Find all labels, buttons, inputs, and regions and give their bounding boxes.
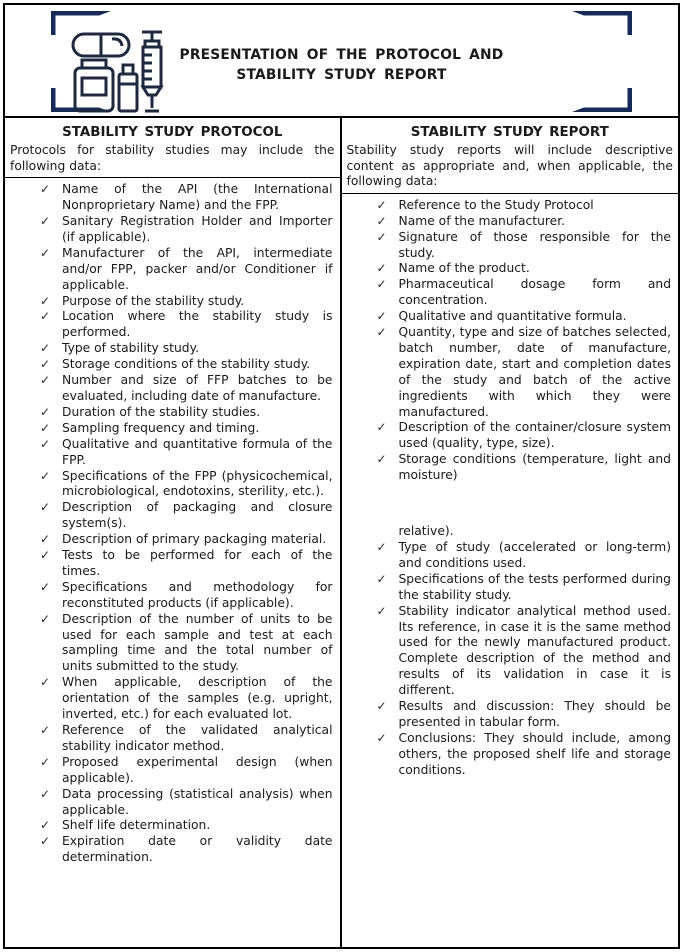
report-list-item <box>342 277 679 309</box>
protocol-list-item <box>5 405 340 421</box>
protocol-list-item <box>5 675 340 723</box>
protocol-list-item <box>5 612 340 676</box>
protocol-title: STABILITY STUDY PROTOCOL <box>62 125 283 140</box>
check-icon: ✓ <box>40 404 51 419</box>
check-icon: ✓ <box>376 277 387 292</box>
list-item-text: Number and size of FFP batches to be evaluated, including date of manufacture. <box>62 373 333 403</box>
protocol-list-item <box>5 787 340 819</box>
protocol-list-item <box>5 723 340 755</box>
protocol-list-item <box>5 469 340 501</box>
check-icon: ✓ <box>376 309 387 324</box>
report-list-item <box>342 524 679 540</box>
protocol-list-item <box>5 357 340 373</box>
report-intro: Stability study reports will include descriptive content as appropriate and, when applicable, the following data: <box>346 143 673 189</box>
list-item-text: Tests to be performed for each of the times. <box>62 548 333 578</box>
list-item-text: Sanitary Registration Holder and Importer (if applicable). <box>62 214 333 244</box>
check-icon: ✓ <box>40 420 51 435</box>
report-list-item <box>342 604 679 699</box>
protocol-list-item <box>5 834 340 866</box>
report-list-item <box>342 699 679 731</box>
check-icon: ✓ <box>376 452 387 467</box>
protocol-intro: Protocols for stability studies may include the following data: <box>10 143 335 173</box>
list-item-text: Stability indicator analytical method used. Its reference, in case it is the same method used for the newly manufactured product. Complete description of the method and results of its validation in case it is different. <box>398 603 671 698</box>
list-item-text: Duration of the stability studies. <box>62 404 261 419</box>
check-icon: ✓ <box>40 293 51 308</box>
protocol-list-item <box>5 818 340 834</box>
check-icon: ✓ <box>40 373 51 388</box>
check-icon: ✓ <box>40 468 51 483</box>
list-item-text: Specifications of the tests performed during the stability study. <box>398 571 671 602</box>
page-title-line2: STABILITY STUDY REPORT <box>236 67 447 83</box>
check-icon: ✓ <box>40 754 51 769</box>
protocol-list-item <box>5 437 340 469</box>
check-icon: ✓ <box>40 341 51 356</box>
list-item-text: Specifications of the FPP (physicochemical, microbiological, endotoxins, sterility, etc.). <box>62 468 333 499</box>
list-item-text: Results and discussion: They should be presented in tabular form. <box>398 699 671 729</box>
list-item-text: Reference of the validated analytical stability indicator method. <box>62 723 333 753</box>
page-title-line1: PRESENTATION OF THE PROTOCOL AND <box>179 47 504 63</box>
list-item-text: When applicable, description of the orientation of the samples (e.g. upright, inverted, etc.) for each evaluated lot. <box>62 675 333 722</box>
protocol-list-item <box>5 309 340 341</box>
list-item-text: Type of stability study. <box>62 341 200 356</box>
protocol-list-item <box>5 214 340 246</box>
list-item-text: Description of the container/closure system used (quality, type, size). <box>398 420 671 451</box>
check-icon: ✓ <box>40 214 51 228</box>
page-title <box>5 45 678 85</box>
protocol-header <box>5 118 340 178</box>
report-list-item <box>342 731 679 779</box>
check-icon: ✓ <box>40 786 51 801</box>
check-icon: ✓ <box>40 675 51 690</box>
report-list-item <box>342 230 679 262</box>
protocol-list-item <box>5 341 340 357</box>
list-item-text: Qualitative and quantitative formula. <box>398 309 627 324</box>
list-item-text: Specifications and methodology for reconstituted products (if applicable). <box>62 579 333 610</box>
protocol-list-item <box>5 548 340 580</box>
check-icon: ✓ <box>40 500 51 515</box>
check-icon: ✓ <box>376 603 387 618</box>
protocol-list-item <box>5 532 340 548</box>
list-item-text: Expiration date or validity date determination. <box>62 834 333 865</box>
report-header <box>342 118 679 194</box>
report-list-item <box>342 572 679 604</box>
list-item-text: Reference to the Study Protocol <box>398 197 594 212</box>
list-item-text: Description of packaging and closure system(s). <box>62 500 333 531</box>
check-icon: ✓ <box>376 261 387 276</box>
list-item-text: Signature of those responsible for the study. <box>398 229 671 260</box>
list-item-text: Storage conditions of the stability study. <box>62 357 311 372</box>
document-frame <box>3 3 680 949</box>
check-icon: ✓ <box>376 571 387 586</box>
check-icon: ✓ <box>40 182 51 197</box>
list-item-text: Storage conditions (temperature, light and moisture) <box>398 452 671 483</box>
check-icon: ✓ <box>40 436 51 451</box>
check-icon: ✓ <box>40 357 51 372</box>
report-list-item <box>342 198 679 214</box>
report-list-item <box>342 540 679 572</box>
list-item-text: Type of study (accelerated or long-term) and conditions used. <box>398 540 671 570</box>
report-list <box>342 194 679 947</box>
protocol-column <box>5 118 342 947</box>
check-icon: ✓ <box>376 229 387 244</box>
frame-corner-top-right-icon <box>570 11 632 35</box>
frame-corner-bottom-right-icon <box>570 88 632 112</box>
check-icon: ✓ <box>376 540 387 554</box>
list-item-text: Conclusions: They should include, among others, the proposed shelf life and storage conditions. <box>398 730 671 777</box>
protocol-list <box>5 178 340 947</box>
list-item-text: Shelf life determination. <box>62 818 211 833</box>
list-item-text: Data processing (statistical analysis) when applicable. <box>62 786 333 817</box>
protocol-list-item <box>5 421 340 437</box>
check-icon: ✓ <box>40 579 51 594</box>
list-item-text: Name of the API (the International Nonproprietary Name) and the FPP. <box>62 182 333 213</box>
protocol-list-item <box>5 294 340 310</box>
list-item-text: Purpose of the stability study. <box>62 293 245 308</box>
check-icon: ✓ <box>376 213 387 228</box>
check-icon: ✓ <box>40 309 51 324</box>
protocol-list-item <box>5 755 340 787</box>
list-item-text: Proposed experimental design (when applicable). <box>62 754 333 785</box>
check-icon: ✓ <box>40 834 51 849</box>
check-icon: ✓ <box>376 730 387 745</box>
list-item-text: Manufacturer of the API, intermediate and/or FPP, packer and/or Conditioner if applicable. <box>62 245 333 292</box>
check-icon: ✓ <box>40 818 51 833</box>
list-item-text: Description of primary packaging material. <box>62 532 327 547</box>
protocol-list-item <box>5 500 340 532</box>
check-icon: ✓ <box>376 197 387 212</box>
check-icon: ✓ <box>40 548 51 563</box>
protocol-list-item <box>5 373 340 405</box>
list-item-text: Pharmaceutical dosage form and concentration. <box>398 277 671 308</box>
report-list-item <box>342 309 679 325</box>
check-icon: ✓ <box>376 420 387 435</box>
check-icon: ✓ <box>40 611 51 626</box>
protocol-list-item <box>5 246 340 294</box>
protocol-list-item <box>5 182 340 214</box>
list-item-text: Description of the number of units to be used for each sample and test at each sampling time and the total number of units submitted to the study. <box>62 611 333 674</box>
check-icon: ✓ <box>376 699 387 714</box>
two-column-body <box>5 118 678 947</box>
report-list-item <box>342 261 679 277</box>
protocol-list-item <box>5 580 340 612</box>
report-list-item <box>342 325 679 420</box>
report-list-item <box>342 214 679 230</box>
check-icon: ✓ <box>40 245 51 260</box>
list-item-text: Sampling frequency and timing. <box>62 420 260 435</box>
check-icon: ✓ <box>40 723 51 737</box>
header-banner <box>5 5 678 118</box>
list-item-text: Name of the manufacturer. <box>398 213 566 228</box>
list-item-text: Location where the stability study is performed. <box>62 309 333 340</box>
report-list-item <box>342 452 679 484</box>
report-list-item <box>342 420 679 452</box>
check-icon: ✓ <box>376 325 387 340</box>
report-column <box>342 118 679 947</box>
list-item-text: Name of the product. <box>398 261 530 276</box>
list-item-text: Quantity, type and size of batches selected, batch number, date of manufacture, expiration date, start and completion dates of the study and batch of the active ingredients with which they were manufactured. <box>398 325 671 419</box>
report-title: STABILITY STUDY REPORT <box>410 125 609 140</box>
check-icon: ✓ <box>40 532 51 547</box>
list-item-text: relative). <box>398 524 454 539</box>
list-item-text: Qualitative and quantitative formula of the FPP. <box>62 436 333 467</box>
